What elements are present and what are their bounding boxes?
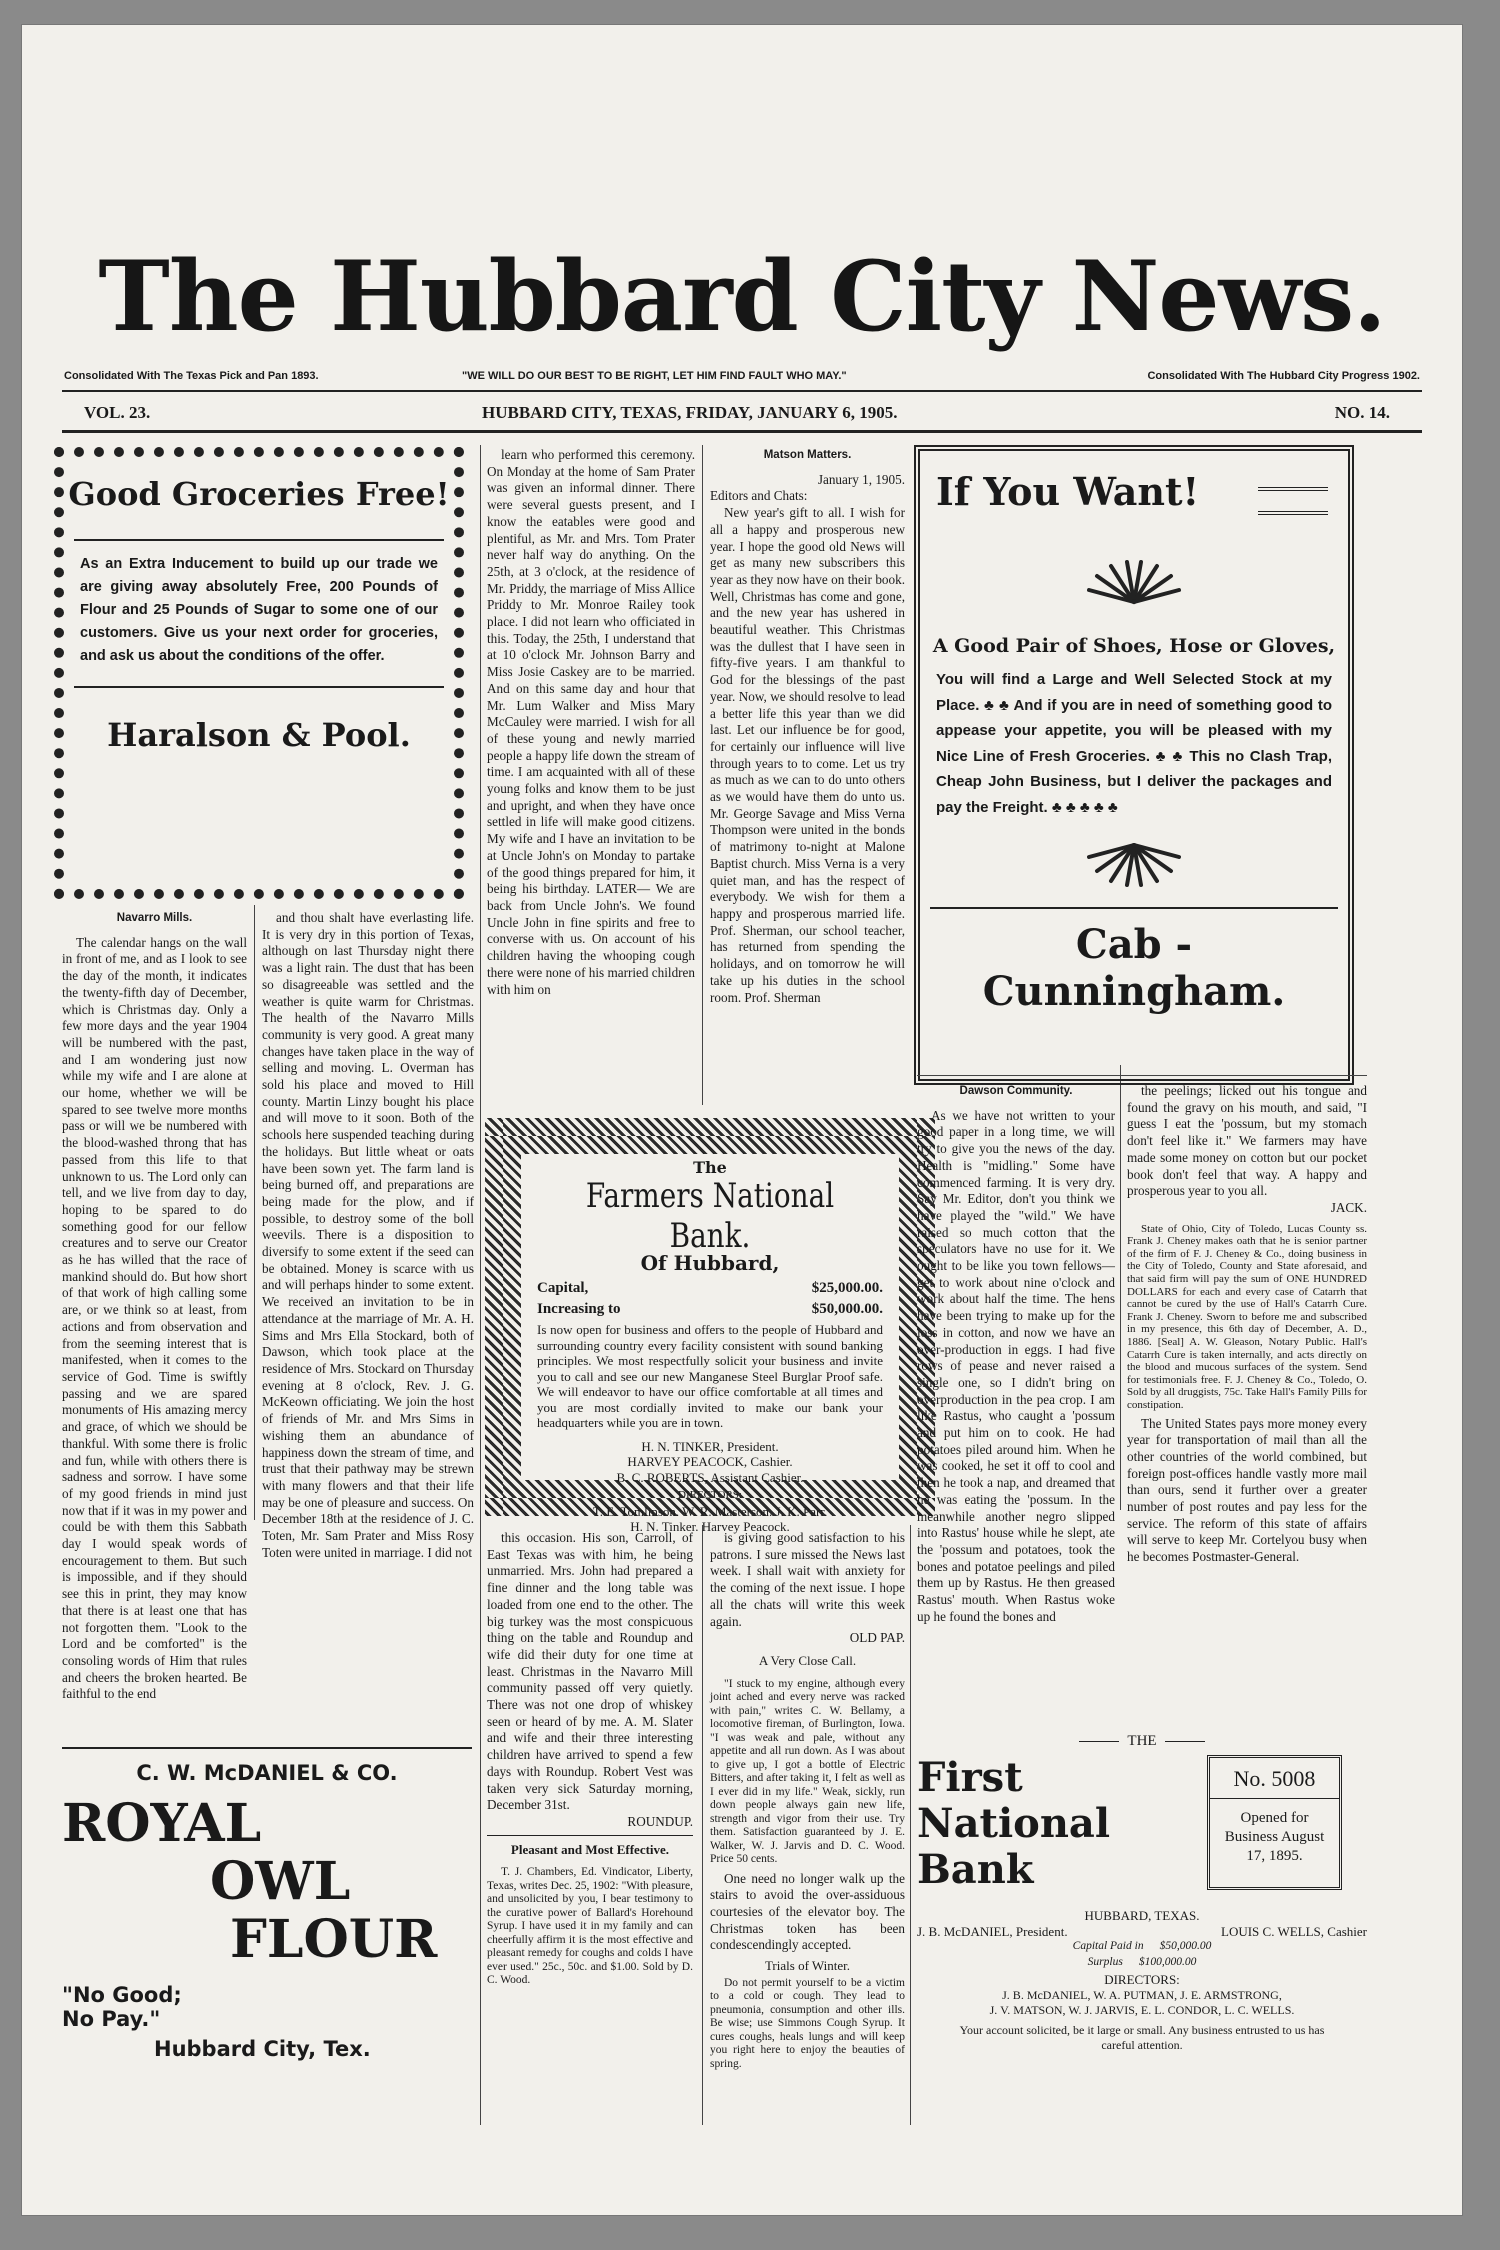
royal-owl-place: Hubbard City, Tex.	[154, 2037, 371, 2061]
shoes-ad-divider	[930, 907, 1338, 909]
royal-owl-slogan2: No Pay."	[62, 2007, 161, 2031]
column-rule	[480, 445, 481, 1535]
navarro-heading: Navarro Mills.	[116, 912, 193, 924]
volume-number: VOL. 23.	[84, 403, 151, 422]
dawson-heading: Dawson Community.	[959, 1085, 1073, 1097]
matson-cont-col	[710, 1530, 905, 2125]
close-call-body: "I stuck to my engine, although every joint ached and every nerve was racked with pain," writes C. W. Bellamy, a locomotive fireman, of Burlington, Iowa. "I was weak and pale, without any appetite and all run down. As I was about to give up, I got a bottle of Electric Bitters, and after taking it, I felt as well as I ever did in my life." Weak, sickly, run down people always gain new life, strength and vigor from their use. Try them. Satisfaction guaranteed by J. E. Walker, W. J. Jarvis and D. C. Wood. Price 50 cents.	[710, 1677, 905, 1866]
old-pap-signature: OLD PAP.	[849, 1630, 905, 1646]
groceries-ad-firm: Haralson & Pool.	[107, 716, 411, 754]
officer-assistant: B. C. ROBERTS, Assistant Cashier.	[616, 1469, 804, 1485]
directors-line: T. E. Tomlinson. W. R. Masterson. J. K. Parr.	[592, 1503, 828, 1519]
issue-number: NO. 14.	[1334, 403, 1390, 422]
navarro-col3	[487, 447, 695, 1099]
navarro-text-4: this occasion. His son, Carroll, of East Texas was with him, he being unmarried. Mrs. John had prepared a fine dinner and the long table was loaded from one end to the other. The big turkey was the most conspicuous thing on the table and Roundup and wife did their duty for one time at least. Christmas in the Navarro Mill community passed off very quietly. There was not one drop of whiskey seen or heard of by me. A. M. Slater and wife and their three interesting children have arrived to spend a few days with Roundup. Robert Vest was taken very sick Saturday morning, December 31st.	[487, 1530, 693, 1813]
officer-president: H. N. TINKER, President.	[641, 1438, 779, 1454]
officers-row	[917, 1924, 1367, 1940]
navarro-text-1: The calendar hangs on the wall in front of me, and as I look to see the day of the month, it indicates the twenty-fifth day of December, which is Christmas day. Only a few more days and the year 1904 will be numbered with the past, and I am wondering just now while my wife and I are alone at our home, whether we will be spared to see twelve more months pass or will we be numbered with the blood-washed throng that has passed from this life to that unknown to us. The Lord only can tell, and we live from day to day, hoping to be spared to do something good for our fellow creatures and to serve our Creator as he has willed that the race of mankind should do. But how short of that work of high calling some are, or we think so at least, from actions and from observation and from the seeming interest that is manifested, when it comes to the service of God. Time is swiftly passing and we are spared monuments of His amazing mercy and grace, of which we should be thankful. With some there is frolic and fun, while with others there is sadness and sorrow. I have some of my good friends in mind just now that if it was in my power and could be with them this Sabbath day I would speak words of encouragement to them. But such is impossible, and if they should see this in print, they may know that there is at least one that has not forgotten them. "Look to the Lord and be comforted" is the consoling words of Him that rules and cheers the broken hearted. Be faithful to the end	[62, 934, 247, 1702]
increasing-row	[537, 1302, 883, 1318]
trials-body: Do not permit yourself to be a victim to a cold or cough. They lead to pneumonia, consumption and other ills. Be wise; use Simmons Cough Syrup. It cures coughs, heals lungs and will keep you right here to enjoy the beauties of spring.	[710, 1976, 905, 2070]
fan-ornament-icon	[1079, 560, 1189, 605]
navarro-col4	[487, 1530, 693, 2125]
pleasant-body: T. J. Chambers, Ed. Vindicator, Liberty, Texas, writes Dec. 25, 1902: "With pleasure, and unsolicited by you, I bear testimony to the curative power of Ballard's Horehound Syrup. I have used it in my family and can cheerfully affirm it is the most effective and pleasant remedy for coughs and colds I have ever used." 25c., 50c. and $1.00. Sold by D. C. Wood.	[487, 1866, 693, 1987]
matson-salutation: Editors and Chats:	[710, 488, 808, 504]
dawson-text-2: the peelings; licked out his tongue and found the gravy on his mouth, and said, "I guess I eat the 'possum, but my stomach don't feel like it." We farmers may have made some money on cotton but our pocket book don't feel that way. A happy and prosperous year to you all.	[1127, 1083, 1367, 1199]
shoes-ad-headline: A Good Pair of Shoes, Hose or Gloves,	[932, 635, 1336, 657]
shoes-ad	[914, 445, 1354, 1085]
navarro-col2	[262, 910, 474, 1722]
surplus-label: Surplus	[1087, 1955, 1123, 1968]
matson-heading: Matson Matters.	[763, 449, 852, 461]
first-bank-name-3: Bank	[917, 1846, 1034, 1893]
directors-line: J. V. MATSON, W. J. JARVIS, E. L. CONDOR, L. C. WELLS.	[989, 2003, 1295, 2017]
charter-opened: Opened for Business August 17, 1895.	[1224, 1810, 1325, 1864]
rule-right	[1165, 1741, 1205, 1742]
rule-left	[1079, 1741, 1119, 1742]
groceries-ad-title: Good Groceries Free!	[68, 475, 450, 513]
capital-label: Capital Paid in	[1072, 1940, 1144, 1952]
first-bank-cashier: LOUIS C. WELLS, Cashier	[1221, 1923, 1367, 1939]
first-bank-footer: Your account solicited, be it large or small. Any business entrusted to us has careful attention.	[959, 2022, 1325, 2052]
elevator-paragraph: One need no longer walk up the stairs to avoid the over-assiduous courtesies of the elevator boy. The Christmas token has been condescendingly accepted.	[710, 1870, 905, 1953]
separator	[487, 1835, 693, 1836]
increasing-value: $50,000.00.	[811, 1300, 883, 1317]
first-bank-ad	[917, 1733, 1367, 2123]
groceries-ad-body: As an Extra Inducement to build up our trade we are giving away absolutely Free, 200 Pounds of Flour and 25 Pounds of Sugar to some one of our customers. Give us your next order for groceries, and ask us about the conditions of the offer.	[80, 556, 438, 664]
masthead-rule-bottom	[62, 430, 1422, 433]
dawson-col2	[1127, 1083, 1367, 1565]
masthead-title: The Hubbard City News.	[98, 240, 1386, 353]
jack-signature: JACK.	[1330, 1199, 1367, 1215]
column-rule	[910, 1525, 911, 2125]
matson-col	[710, 447, 905, 1097]
pleasant-heading: Pleasant and Most Effective.	[510, 1841, 670, 1857]
farmers-bank-officers	[537, 1439, 883, 1535]
cheney-text: State of Ohio, City of Toledo, Lucas County ss. Frank J. Cheney makes oath that he is senior partner of the firm of F. J. Cheney & Co., doing business in the City of Toledo, County and State aforesaid, and that said firm will pay the sum of ONE HUNDRED DOLLARS for each and every case of Catarrh that cannot be cured by the use of Hall's Catarrh Cure. Frank J. Cheney. Sworn to before me and subscribed in my presence, this 6th day of December, A. D., 1886. [Seal] A. W. Gleason, Notary Public. Hall's Catarrh Cure is taken internally, and acts directly on the blood and mucous surfaces of the system. Send for testimonials free. F. J. Cheney & Co., Toledo, O. Sold by all druggists, 75c. Take Hall's Family Pills for constipation.	[1127, 1222, 1367, 1411]
column-rule	[254, 905, 255, 1520]
charter-number: No. 5008	[1210, 1766, 1339, 1799]
column-rule	[702, 1525, 703, 2125]
first-bank-name	[917, 1755, 1110, 1893]
separator	[917, 1075, 1367, 1076]
farmers-bank-of: Of Hubbard,	[640, 1250, 780, 1275]
first-bank-details	[917, 1908, 1367, 2054]
matson-cont: is giving good satisfaction to his patrons. I sure missed the News last week. I shall wait with anxiety for the coming of the next issue. I hope all the chats will write this week again.	[710, 1530, 905, 1629]
farmers-bank-name: Farmers National Bank.	[585, 1175, 835, 1256]
directors-label: DIRECTORS:	[1104, 1972, 1180, 1987]
masthead-rule-top	[62, 390, 1422, 392]
directors-line: H. N. Tinker. Harvey Peacock.	[630, 1519, 790, 1534]
farmers-bank-body: Is now open for business and offers to the people of Hubbard and surrounding country every facility consistent with sound banking principles. We most respectfully solicit your business and invite you to call and see our new Manganese Steel Burglar Proof safe. We will endeavor to have our office comfortable at all times and you are most cordially invited to make our bank your headquarters while you are in town.	[537, 1322, 883, 1430]
pointing-hand-icon	[1258, 487, 1328, 515]
mail-paragraph: The United States pays more money every year for transportation of mail than all the other countries of the world combined, but foreign post-offices handle vastly more mail than ours, send it further over a greater number of post routes and pay less for the service. The reform of this state of affairs will serve to keep Mr. Cortelyou busy when he becomes Postmaster-General.	[1127, 1415, 1367, 1565]
dateline: HUBBARD CITY, TEXAS, FRIDAY, JANUARY 6, 1905.	[482, 403, 898, 422]
masthead-right-note: Consolidated With The Hubbard City Progress 1902.	[1147, 370, 1420, 382]
column-rule	[480, 1525, 481, 2125]
charter-box	[1207, 1755, 1342, 1890]
farmers-bank-ad	[485, 1118, 935, 1534]
navarro-text-3: learn who performed this ceremony. On Monday at the home of Sam Prater was given an informal dinner. There were several guests present, and I know the eatables were good and plentiful, as Mr. and Mrs. Tom Prater never half way do anything. On the 25th, at 3 o'clock, at the residence of Mr. Priddy, the marriage of Miss Allice Priddy to Mr. Monroe Railey took place. I did not learn who officiated in this. Today, the 25th, I understand that at 10 o'clock Mr. Johnson Barry and Miss Josie Caskey are to be married. And on this same day and hour that Mr. Lum Walker and Miss Mary McCauley were married. I wish for all of these young and newly married people a happy life down the stream of time. I am acquainted with all of these young folks and know them to be just and upright, and when they have once settled in life will make good citizens. My wife and I have an invitation to be at Uncle John's on Monday to partake of the good things prepared for him, it being his birthday. LATER— We are back from Uncle John's. We found Uncle John in fine spirits and free to converse with us. On account of his children having the whooping cough there were none of his married children with him on	[487, 447, 695, 997]
groceries-ad	[54, 447, 464, 899]
royal-owl-line1: ROYAL	[62, 1793, 262, 1854]
capital-label: Capital,	[537, 1280, 589, 1296]
capital-row	[537, 1281, 883, 1297]
shoes-ad-firm: Cab - Cunningham.	[982, 921, 1286, 1015]
column-rule	[1120, 1065, 1121, 1510]
surplus-value: $100,000.00	[1138, 1955, 1197, 1968]
dawson-col1	[917, 1083, 1115, 1624]
newspaper-page	[22, 25, 1462, 2215]
shoes-ad-title: If You Want!	[936, 469, 1200, 514]
separator	[62, 1747, 472, 1749]
royal-owl-firm: C. W. McDANIEL & CO.	[136, 1761, 398, 1785]
groceries-ad-divider	[74, 686, 444, 688]
farmers-bank-inner	[521, 1154, 899, 1534]
navarro-col1	[62, 910, 247, 1745]
roundup-signature: ROUNDUP.	[627, 1813, 693, 1829]
capital-row	[917, 1939, 1367, 1955]
increasing-label: Increasing to	[537, 1300, 621, 1317]
first-bank-place: HUBBARD, TEXAS.	[1084, 1908, 1200, 1923]
directors-line: J. B. McDANIEL, W. A. PUTMAN, J. E. ARMSTRONG,	[1002, 1987, 1282, 2002]
royal-owl-ad	[62, 1755, 472, 2125]
masthead-motto: "WE WILL DO OUR BEST TO BE RIGHT, LET HIM FIND FAULT WHO MAY."	[462, 370, 847, 382]
trials-heading: Trials of Winter.	[764, 1958, 851, 1974]
first-bank-name-1: First	[917, 1754, 1023, 1801]
first-bank-the: THE	[1127, 1733, 1157, 1749]
column-rule	[702, 445, 703, 1105]
capital-value: $25,000.00.	[811, 1280, 883, 1296]
farmers-bank-the: The	[693, 1158, 727, 1177]
royal-owl-line2: OWL	[210, 1851, 351, 1912]
masthead-left-note: Consolidated With The Texas Pick and Pan 1893.	[64, 370, 319, 382]
shoes-ad-body: You will find a Large and Well Selected Stock at my Place. ♣ ♣ And if you are in need of something good to appease your appetite, you will be pleased with my Nice Line of Fresh Groceries. ♣ ♣ This no Clash Trap, Cheap John Business, but I deliver the packages and pay the Freight. ♣ ♣ ♣ ♣ ♣	[936, 671, 1332, 816]
officer-cashier: HARVEY PEACOCK, Cashier.	[627, 1454, 793, 1469]
royal-owl-line3: FLOUR	[230, 1909, 438, 1970]
capital-value: $50,000.00	[1159, 1940, 1212, 1952]
first-bank-the-row	[917, 1733, 1367, 1750]
fan-ornament-icon	[1079, 842, 1189, 887]
first-bank-name-2: National	[917, 1800, 1111, 1847]
close-call-heading: A Very Close Call.	[758, 1652, 857, 1668]
matson-body: New year's gift to all. I wish for all a happy and prosperous new year. I hope the good old News will get as many new subscribers this year as they now have on their book. Well, Christmas has come and gone, and the new year has ushered in beautiful weather. This Christmas was the dullest that I have seen in fifty-five years. I am thankful to God for the blessings of the past year. Now, we should resolve to lead a better life this year than we did last. Let our influence be for good, for certainly our influence will live through years to to come. Let us try as much as we can to do unto others as we would have them do unto us. Mr. George Savage and Miss Verna Thompson were united in the bonds of matrimony to-night at Malone Baptist church. Miss Verna is a very quiet man, and has the respect of everybody. We wish for them a happy and prosperous married life. Prof. Sherman, our school teacher, has returned from spending the holidays, and on tomorrow he will take up his duties in the school room. Prof. Sherman	[710, 505, 905, 1005]
first-bank-president: J. B. McDANIEL, President.	[917, 1923, 1068, 1939]
surplus-row	[917, 1955, 1367, 1971]
matson-date: January 1, 1905.	[817, 471, 905, 487]
directors-label: DIRECTORS:	[678, 1489, 742, 1501]
dawson-text-1: As we have not written to your good paper in a long time, we will try to give you the news of the day. Health is "midling." Some have commenced farming. It is very dry. Say Mr. Editor, don't you think we have played the "wild." We have raised so much cotton that the speculators have no use for it. We ought to be like you town fellows—get to work about nine o'clock and work about half the time. The hens have been trying to make up for the loss in cotton, and now we have an over-production in eggs. I had five rows of pease and never raised a single one, so I didn't bring on overproduction in the pea crop. I am like Rastus, who caught a 'possum and put him on to cook. He had potatoes piled around him. When he was cooked, he set it off to cool and then he took a nap, and dreamed that he was eating the 'possum. In the meanwhile another negro slipped into Rastus' house while he slept, ate the 'possum and potatoes, took the bones and potatoe peelings and piled them up by Rastus. He then greased Rastus' mouth. When Rastus woke up he found the bones and	[917, 1107, 1115, 1624]
royal-owl-slogan1: "No Good;	[62, 1983, 182, 2007]
navarro-text-2: and thou shalt have everlasting life. It is very dry in this portion of Texas, although on last Thursday night there was a light rain. The dust that has been so disagreeable was settled and the weather is quite warm for Christmas. The health of the Navarro Mills community is very good. A great many changes have taken place in the way of selling and moving. L. Overman has sold his place and moved to Hill county. Martin Linzy bought his place and will move to it soon. Both of the schools here suspended teaching during the holidays. But little wheat or oats have been sown yet. The farm land is being burned off, and preparations are being made for the plow, and if possible, to destroy some of the boll weevils. There is a disposition to diversify to some extent if the seed can be obtained. Money is scarce with us and will perhaps hinder to some extent. We received an invitation to be in attendance at the marriage of Mr. A. H. Sims and Mrs Ella Stockard, both of Dawson, which took place at the residence of Mrs. Stockard on Thursday evening at 8 o'clock, Rev. J. G. McKeown officiating. We join the host of friends of Mr. and Mrs Sims in wishing them an abundance of happiness down the stream of time, and trust that their pathway may be strewn with many flowers and that their life may be one of pleasure and success. On December 18th at the residence of J. C. Toten, Mr. Sam Prater and Miss Rosy Toten were united in marriage. I did not	[262, 910, 474, 1560]
